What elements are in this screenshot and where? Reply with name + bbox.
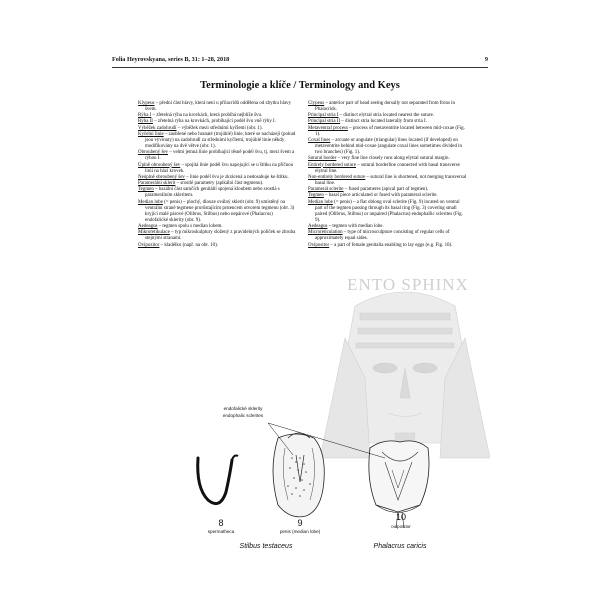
english-term-term: Metaventral process [308, 125, 348, 131]
english-term-term: Coxal lines [308, 137, 331, 143]
english-term-term: Ovipositor [308, 242, 330, 248]
czech-term-term: Neúplně obroubený šev [138, 174, 185, 180]
english-term-definition: (= penis) – a flat oblong oval sclerite (Fig. 9) located on ventral part of the tegmen passing through its basal ring (Fig. 3) covering small paired (Olibrus, Stilbus) or unpaired (Phalacrus) endophallic sclerites (Fig. 9). [315, 199, 463, 223]
figure-number-9: 9 [297, 518, 303, 528]
page-number: 9 [484, 56, 488, 63]
english-term-definition: – tegmen with median lobe. [327, 224, 384, 230]
english-term-definition: – distinct stria located laterally from stria I. [340, 119, 427, 125]
czech-term-definition: – přední část hlavy, která není u přilacridů oddělena od zbytku hlavy švem. [145, 101, 292, 113]
english-term-term: Aedeagus [308, 224, 328, 230]
czech-term-definition: – tegmen spolu s median lobem. [157, 224, 223, 230]
callout-label-en: endophalic sclerites [222, 413, 264, 418]
czech-term-term: Tegmen [138, 187, 154, 193]
english-term-term: Parameral sclerite [308, 187, 344, 193]
czech-term-definition: – zaoblené nebo hranaté (trojúhlé) linie, které se nacházejí (pokud jsou vyvinuty) na zadohruđí za středními kyčlemi, trojúhlé linie někdy modifikovány na dvě větve (obr. 1). [145, 131, 296, 150]
english-term-definition: – anterior part of head seeing dorsally not separated from frons in Phalacrids. [315, 101, 455, 113]
english-term-definition: – basal piece articulated or fused with parameral sclerite. [323, 193, 438, 199]
czech-term-definition: – výběžek mezi středními kyčlemi (obr. 1). [176, 125, 263, 131]
figure-label-8: spermatheca [207, 529, 235, 534]
english-term-definition: – sutural borderline connected with basal transverse elytral line. [315, 162, 460, 174]
czech-term-definition: – zřetelná rýha na krovkách, probíhající podél švu vně rýhy I. [152, 119, 276, 125]
spermatheca-drawing [198, 458, 232, 504]
english-term-definition: – sutural line is shortened, not merging transversal basal line. [315, 174, 467, 187]
figure-number-10: 10 [395, 512, 406, 522]
czech-term-definition: – zřetelná rýha na krovkách, která probíhá nejblíže švu. [151, 113, 263, 119]
journal-citation: Folia Heyrovskyana, series B, 31: 1–28, 2018 [112, 56, 230, 63]
czech-term-term: Klypeus [138, 101, 155, 106]
callout-label-cz: endofalické sklerity [223, 406, 263, 411]
figure-number-8: 8 [218, 518, 224, 528]
section-title: Terminologie a klíče / Terminology and Keys [200, 80, 400, 91]
english-term-term: Clypeus [308, 101, 325, 106]
czech-term-definition: – srostlé parametry (apikální část tegmenu). [175, 181, 264, 187]
czech-term-term: Median lobe [138, 199, 163, 205]
median-lobe-drawing [273, 433, 324, 517]
czech-term-term: Úplně obroubený šev [138, 162, 181, 168]
czech-term-definition: – bazální část samčích genitálií spojená kloubem nebo srostlá s paramerálním skleritem. [145, 187, 280, 199]
czech-term-term: Obroubený šev [138, 150, 169, 156]
english-term-term: Tegmen [308, 193, 324, 199]
english-term-definition: – arcuate or angulate (triangular) lines located (if developed) on metaventrite behind mid-coxae (angulate coxal lines sometimes divided in two branches) (Fig. 1). [315, 137, 462, 156]
czech-term-definition: – kladélko (např. na obr. 10). [159, 242, 218, 248]
czech-term-term: Rýha I [138, 113, 152, 119]
english-term-term: Principal stria I [308, 113, 339, 119]
english-term-term: Sutural border [308, 156, 337, 162]
czech-term-definition: – velmi jemná linie probíhající těsně podél švu, tj. mezi švem a rýhou I. [145, 150, 295, 162]
czech-term-term: Aedeagus [138, 224, 158, 230]
czech-term-definition: – linie podél švu je zkrácená a nedosahuje ke štítku. [184, 174, 289, 180]
spermatheca-duct [232, 456, 238, 461]
figure-label-10: ovipositor [391, 524, 411, 529]
english-term-term: Entirely bordered suture [308, 162, 356, 168]
czech-term-term: Kyčelní linie [138, 131, 164, 137]
czech-term-term: Rýha II [138, 119, 153, 125]
czech-term-definition: – spojitá linie podél švu napojující se u štítku na příčnou linii na bázi krovek. [145, 162, 294, 174]
english-term-definition: – process of metaventrite located between mid-coxae (Fig. 1). [315, 125, 465, 137]
species-stilbus: Stilbus testaceus [239, 543, 293, 550]
figure-label-9: penis (median lobe) [279, 529, 321, 534]
czech-term-term: Ovipozitor [138, 242, 160, 248]
czech-term-definition: – typ mikroskulptury složený z pravidelných políček se zhruba stejnými stranami. [145, 230, 296, 242]
english-term-term: Non-entirely bordered suture [308, 174, 366, 180]
english-term-definition: – very fine line closely runs along elytral sutural margin. [336, 156, 450, 162]
english-term-definition: – fused parameres (apical part of tegmen). [343, 187, 429, 193]
watermark-text: ENTO SPHINX [347, 275, 469, 294]
czech-term-definition: (= penis) – plochý, dlouze oválný sklerit (obr. 9) umístěný na ventrální straně tegmene prorůstajícím prstencem otvorem tegmenu (obr. 3) kryjící malé párové (Olibrus, Stilbus) nebo nepárové (Phalacrus) endofalické sklerity (obr. 9). [145, 199, 295, 223]
czech-term-term: Mikroretikulace [138, 230, 170, 236]
english-term-definition: – type of microsculpture consisting of regular cells of approximately equal sides. [315, 230, 450, 242]
species-phalacrus: Phalacrus caricis [373, 543, 427, 550]
english-term-term: Median lobe [308, 199, 333, 205]
english-term-definition: – distinct elytral stria located nearest the suture. [338, 113, 435, 119]
english-term-definition: – a part of female genitalia enabling to lay eggs (e.g. Fig. 10). [329, 242, 453, 248]
english-term-term: Principal stria II [308, 119, 341, 125]
czech-term-term: Výběžek zadohruđí [138, 125, 177, 131]
english-term-term: Microreticulation [308, 230, 343, 236]
czech-term-term: Paramerální sklerit [138, 181, 176, 187]
